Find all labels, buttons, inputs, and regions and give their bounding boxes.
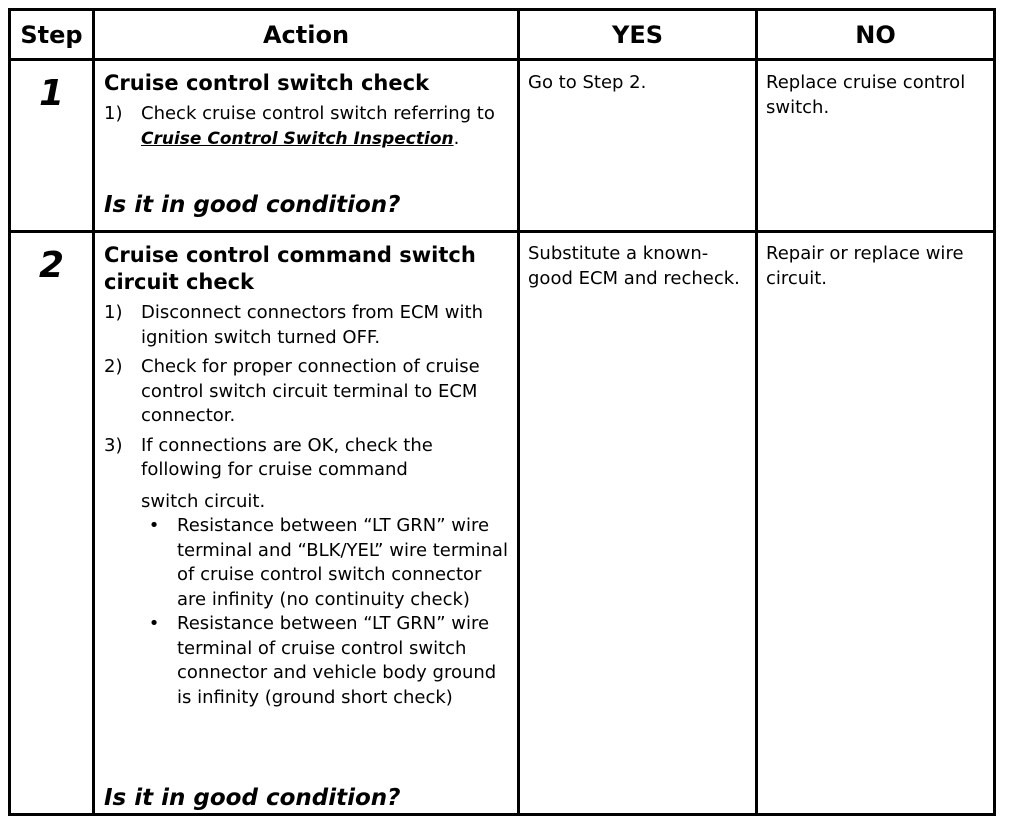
action-cell [104, 70, 512, 228]
header-yes: YES [611, 20, 664, 49]
item-number: 1) [104, 103, 123, 124]
item-number: 2) [104, 356, 123, 377]
header-action: Action [262, 20, 350, 49]
column-divider [92, 11, 95, 813]
bullet-dot: • [148, 515, 160, 536]
step-number: 2 [38, 245, 65, 286]
header-no: NO [855, 20, 896, 49]
list-item [104, 434, 512, 515]
header-step: Step [20, 20, 83, 49]
item-text: Check for proper connection of cruise control switch circuit terminal to ECM connector. [141, 356, 480, 426]
bullet-item [141, 612, 512, 710]
action-cell [104, 242, 512, 812]
item-text-continued: switch circuit. [141, 490, 266, 512]
yes-cell: Substitute a known-good ECM and recheck. [528, 243, 740, 289]
step-title: Cruise control command switch circuit check [104, 243, 476, 294]
row-divider [11, 230, 993, 233]
diagnostic-table [8, 8, 996, 816]
step-title: Cruise control switch check [104, 71, 430, 95]
item-text: Disconnect connectors from ECM with ignition switch turned OFF. [141, 302, 483, 348]
question: Is it in good condition? [104, 192, 401, 218]
bullet-text: Resistance between “LT GRN” wire terminal and “BLK/YEL” wire terminal of cruise control switch connector are infinity (no continuity check) [177, 515, 508, 610]
question: Is it in good condition? [104, 785, 401, 811]
no-cell: Repair or replace wire circuit. [766, 243, 964, 289]
yes-cell: Go to Step 2. [528, 72, 647, 93]
list-item [104, 102, 512, 151]
item-text: If connections are OK, check the following for cruise command [141, 434, 433, 480]
header-divider [11, 58, 993, 61]
item-text: Check cruise control switch referring to [141, 103, 495, 124]
item-number: 1) [104, 302, 123, 323]
inspection-link[interactable]: Cruise Control Switch Inspection [141, 128, 454, 149]
bullet-item [141, 514, 512, 612]
column-divider [755, 11, 758, 813]
list-item [104, 355, 512, 429]
bullet-text: Resistance between “LT GRN” wire terminal of cruise control switch connector and vehicle body ground is infinity (ground short check) [177, 613, 497, 708]
column-divider [517, 11, 520, 813]
item-number: 3) [104, 434, 123, 456]
no-cell: Replace cruise control switch. [766, 72, 966, 118]
step-number: 1 [38, 73, 65, 114]
item-text-end: . [453, 127, 460, 149]
bullet-dot: • [148, 613, 160, 634]
list-item [104, 301, 512, 350]
